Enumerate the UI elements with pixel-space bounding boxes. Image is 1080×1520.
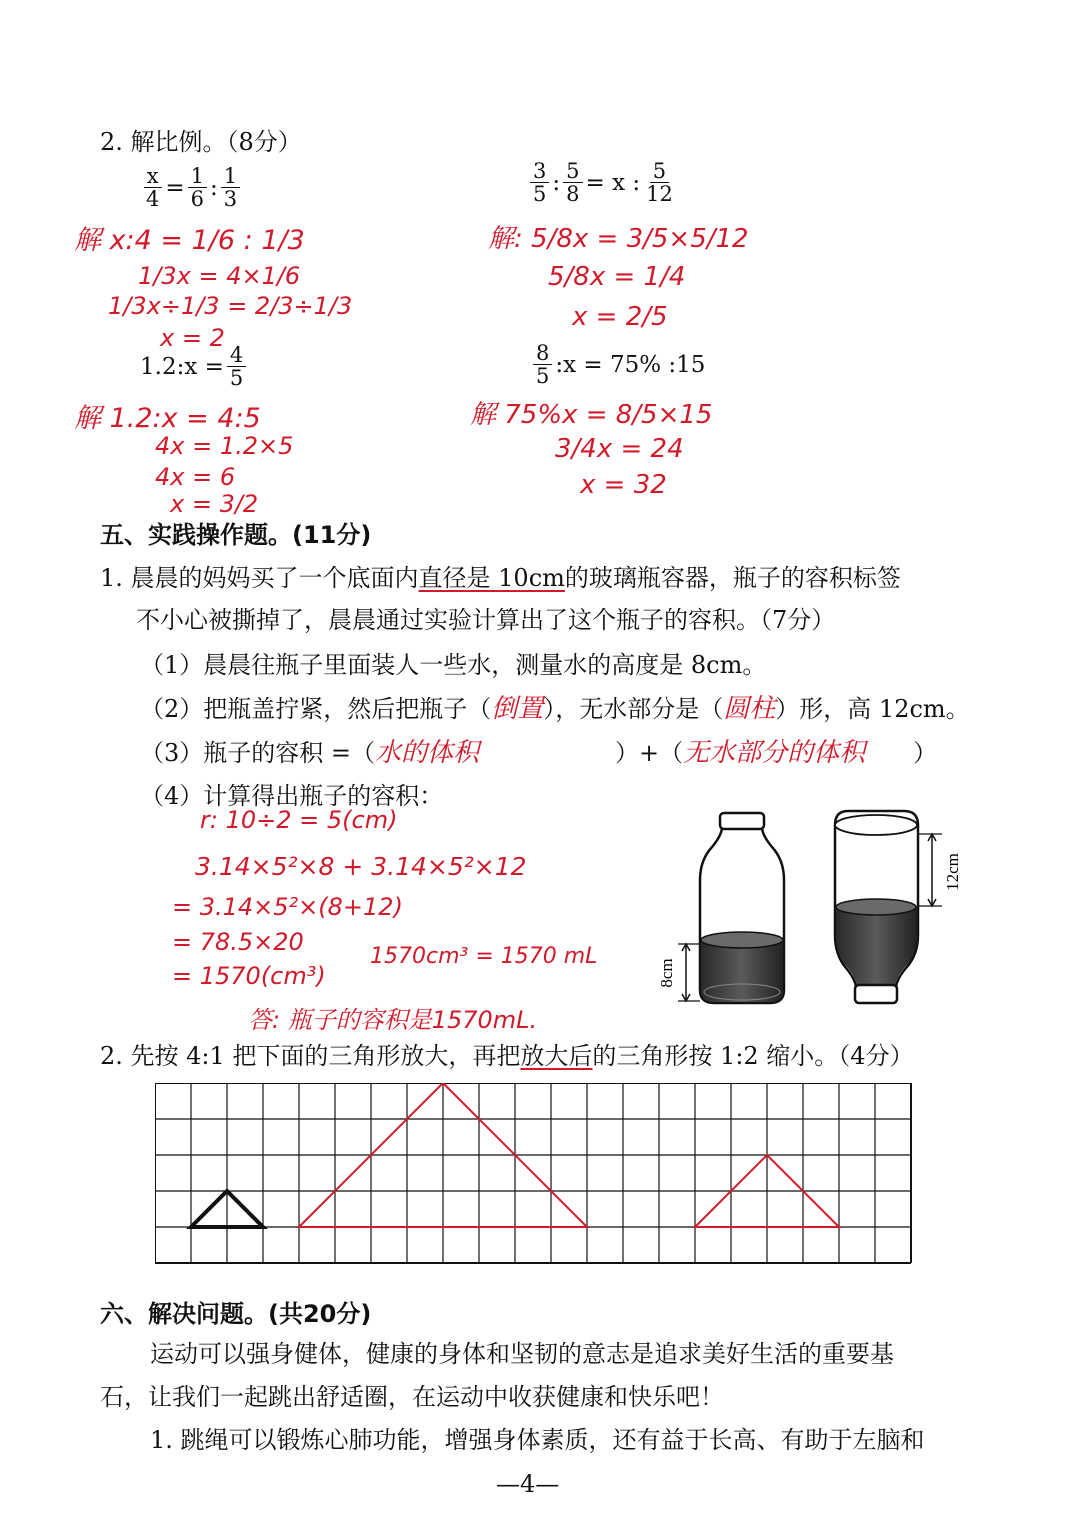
- hw-p3-line3: 4x = 6: [155, 463, 236, 491]
- hw-calc-expr: 3.14×5²×8 + 3.14×5²×12: [195, 852, 527, 881]
- ratio-problem-3: 1.2:x = $\frac{4}{5}$: [140, 344, 249, 389]
- hw-p4-line1: 解 75%x = 8/5×15: [470, 400, 713, 430]
- hw-calc-factor: = 3.14×5²×(8+12): [172, 893, 403, 921]
- triangle-grid: [155, 1083, 915, 1269]
- hw-p1-line2: 1/3x = 4×1/6: [138, 262, 301, 290]
- solve-intro-line1: 运动可以强身健体，健康的身体和坚韧的意志是追求美好生活的重要基: [150, 1340, 894, 1368]
- ratio-section-title: 2. 解比例。（8分）: [100, 128, 302, 156]
- practice-q1-line1: 1. 晨晨的妈妈买了一个底面内直径是 10cm的玻璃瓶容器，瓶子的容积标签: [100, 564, 901, 592]
- hw-p4-line3: x = 32: [580, 470, 667, 500]
- hw-p1-line1: 解 x:4 = 1/6 : 1/3: [74, 225, 305, 256]
- hw-p2-line3: x = 2/5: [572, 302, 668, 332]
- hw-calc-answer: 答: 瓶子的容积是1570mL.: [248, 1006, 538, 1034]
- hw-p2-line2: 5/8x = 1/4: [548, 262, 686, 292]
- practice-section-title: 五、实践操作题。(11分): [100, 521, 372, 549]
- practice-step-4: （4）计算得出瓶子的容积：: [140, 782, 444, 810]
- practice-step-1: （1）晨晨往瓶子里面装人一些水，测量水的高度是 8cm。: [140, 651, 767, 679]
- practice-q2: 2. 先按 4:1 把下面的三角形放大，再把放大后的三角形按 1:2 缩小。（4分）: [100, 1042, 914, 1070]
- hw-p4-line2: 3/4x = 24: [555, 434, 684, 464]
- page-number: —4—: [496, 1470, 560, 1498]
- hw-p3-line2: 4x = 1.2×5: [155, 432, 294, 460]
- practice-step-2: （2）把瓶盖拧紧，然后把瓶子（倒置），无水部分是（圆柱）形，高 12cm。: [140, 694, 970, 724]
- solve-intro-line2: 石，让我们一起跳出舒适圈，在运动中收获健康和快乐吧！: [100, 1383, 724, 1411]
- inverted-bottle: [835, 811, 918, 1003]
- ratio-problem-2: $\frac{3}{5}$ : $\frac{5}{8}$ = x : $\frac{5}{12}$: [527, 160, 679, 205]
- hw-p1-line3: 1/3x÷1/3 = 2/3÷1/3: [108, 292, 353, 320]
- label-12cm: 12cm: [943, 853, 962, 891]
- upright-bottle: [700, 813, 784, 1003]
- solve-q1: 1. 跳绳可以锻炼心肺功能，增强身体素质，还有益于长高、有助于左脑和: [150, 1426, 925, 1454]
- hw-p1-line4: x = 2: [160, 324, 225, 352]
- hw-calc-product: = 78.5×20: [172, 928, 304, 956]
- solve-section-title: 六、解决问题。(共20分): [100, 1300, 372, 1328]
- hw-calc-convert: 1570cm³ = 1570 mL: [370, 944, 598, 969]
- practice-step-3: （3）瓶子的容积 =（水的体积 ）+（无水部分的体积 ）: [140, 738, 938, 768]
- hw-p3-line4: x = 3/2: [170, 490, 259, 518]
- bottle-illustration: [650, 805, 980, 1020]
- practice-q1-line2: 不小心被撕掉了，晨晨通过实验计算出了这个瓶子的容积。（7分）: [136, 606, 836, 634]
- ratio-problem-1: $\frac{x}{4}$ = $\frac{1}{6}$ : $\frac{1}{3}$: [140, 165, 243, 210]
- hw-calc-result: = 1570(cm³): [172, 962, 326, 990]
- ratio-problem-4: $\frac{8}{5}$ :x = 75% :15: [530, 342, 705, 387]
- hw-p2-line1: 解: 5/8x = 3/5×5/12: [488, 224, 749, 254]
- label-8cm: 8cm: [657, 958, 676, 988]
- hw-calc-radius: r: 10÷2 = 5(cm): [200, 806, 398, 834]
- hw-p3-line1: 解 1.2:x = 4:5: [74, 403, 261, 434]
